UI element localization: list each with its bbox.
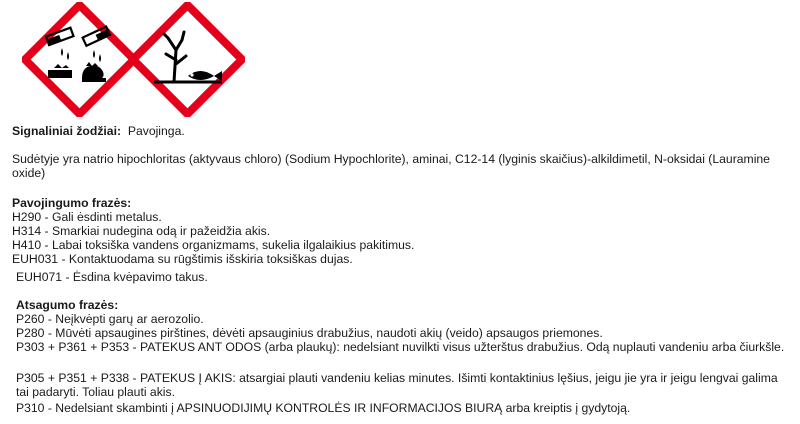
ghs09-environment-icon: [130, 2, 245, 117]
precaution-item: P280 - Mūvėti apsaugines pirštines, dėvėti apsauginius drabužius, naudoti akių (veido) apsaugos priemones.: [16, 326, 603, 340]
hazard-item: H314 - Smarkiai nudegina odą ir pažeidžia akis.: [12, 224, 271, 238]
hazard-item: EUH071 - Ėsdina kvėpavimo takus.: [16, 270, 208, 284]
signal-words-line: [12, 124, 185, 138]
precaution-item: P305 + P351 + P338 - PATEKUS Į AKIS: atsargiai plauti vandeniu kelias minutes. Išimti kontaktinius lęšius, jeigu jie yra ir jeigu lengvai galima tai padaryti. Toliau plauti akis.: [16, 371, 778, 399]
precaution-heading: Atsagumo frazės:: [16, 298, 119, 312]
signal-words-label: Signaliniai žodžiai:: [12, 124, 122, 138]
composition-text: Sudėtyje yra natrio hipochloritas (aktyvaus chloro) (Sodium Hypochlorite), aminai, C12-14 (lyginis skaičius)-alkildimetil, N-oksidai (Lauramine oxide): [12, 152, 770, 180]
hazard-item: EUH031 - Kontaktuodama su rūgštimis išskiria toksiškas dujas.: [12, 252, 353, 266]
hazard-item: H410 - Labai toksiška vandens organizmams, sukelia ilgalaikius pakitimus.: [12, 238, 415, 252]
signal-words-value: Pavojinga.: [127, 124, 185, 138]
precaution-item: P310 - Nedelsiant skambinti į APSINUODIJIMŲ KONTROLĖS IR INFORMACIJOS BIURĄ arba kreiptis į gydytoją.: [16, 401, 631, 415]
precaution-item: P260 - Neįkvėpti garų ar aerozolio.: [16, 312, 204, 326]
ghs05-corrosion-icon: [22, 2, 137, 117]
hazard-heading: Pavojingumo frazės:: [12, 196, 132, 210]
hazard-item: H290 - Gali ėsdinti metalus.: [12, 210, 162, 224]
precaution-item: P303 + P361 + P353 - PATEKUS ANT ODOS (arba plaukų): nedelsiant nuvilkti visus užterštus drabužius. Odą nuplauti vandeniu arba čiurkšle.: [16, 340, 785, 354]
hazard-pictograms: [22, 2, 262, 117]
